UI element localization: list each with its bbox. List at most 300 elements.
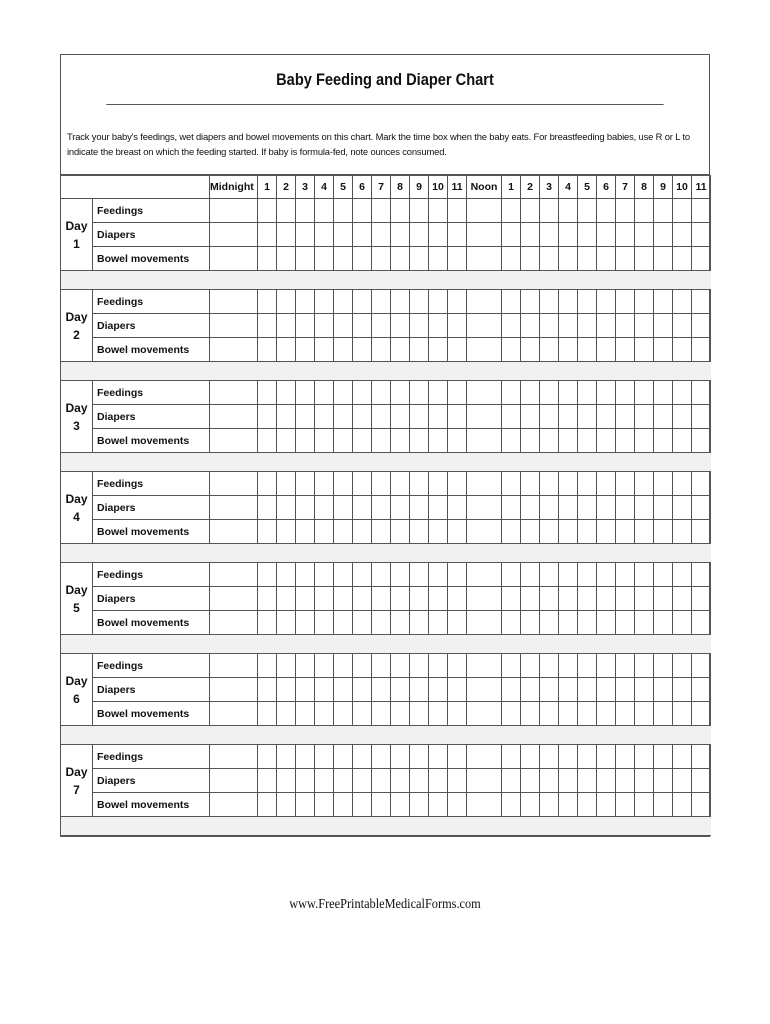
time-box[interactable] <box>448 314 467 338</box>
time-box[interactable] <box>391 314 410 338</box>
time-box[interactable] <box>467 338 502 362</box>
time-box[interactable] <box>210 496 258 520</box>
time-box[interactable] <box>334 199 353 223</box>
time-box[interactable] <box>692 429 711 453</box>
time-box[interactable] <box>410 520 429 544</box>
time-box[interactable] <box>540 520 559 544</box>
time-box[interactable] <box>540 381 559 405</box>
time-box[interactable] <box>315 769 334 793</box>
time-box[interactable] <box>277 381 296 405</box>
time-box[interactable] <box>315 429 334 453</box>
time-box[interactable] <box>372 290 391 314</box>
time-box[interactable] <box>210 611 258 635</box>
time-box[interactable] <box>210 314 258 338</box>
time-box[interactable] <box>334 429 353 453</box>
time-box[interactable] <box>372 405 391 429</box>
time-box[interactable] <box>521 338 540 362</box>
time-box[interactable] <box>372 429 391 453</box>
time-box[interactable] <box>277 563 296 587</box>
time-box[interactable] <box>296 314 315 338</box>
time-box[interactable] <box>559 429 578 453</box>
time-box[interactable] <box>540 405 559 429</box>
time-box[interactable] <box>654 678 673 702</box>
time-box[interactable] <box>334 678 353 702</box>
time-box[interactable] <box>258 223 277 247</box>
time-box[interactable] <box>467 520 502 544</box>
time-box[interactable] <box>258 199 277 223</box>
time-box[interactable] <box>559 678 578 702</box>
time-box[interactable] <box>616 199 635 223</box>
time-box[interactable] <box>616 472 635 496</box>
time-box[interactable] <box>578 769 597 793</box>
time-box[interactable] <box>334 290 353 314</box>
time-box[interactable] <box>410 745 429 769</box>
time-box[interactable] <box>559 199 578 223</box>
time-box[interactable] <box>258 745 277 769</box>
time-box[interactable] <box>258 563 277 587</box>
time-box[interactable] <box>502 702 521 726</box>
time-box[interactable] <box>429 611 448 635</box>
time-box[interactable] <box>410 223 429 247</box>
time-box[interactable] <box>296 338 315 362</box>
time-box[interactable] <box>353 793 372 817</box>
time-box[interactable] <box>616 678 635 702</box>
time-box[interactable] <box>448 611 467 635</box>
time-box[interactable] <box>692 405 711 429</box>
time-box[interactable] <box>654 563 673 587</box>
time-box[interactable] <box>429 654 448 678</box>
time-box[interactable] <box>372 520 391 544</box>
time-box[interactable] <box>578 199 597 223</box>
time-box[interactable] <box>635 472 654 496</box>
time-box[interactable] <box>540 314 559 338</box>
time-box[interactable] <box>391 429 410 453</box>
time-box[interactable] <box>296 611 315 635</box>
time-box[interactable] <box>315 678 334 702</box>
time-box[interactable] <box>692 702 711 726</box>
time-box[interactable] <box>296 472 315 496</box>
time-box[interactable] <box>692 338 711 362</box>
time-box[interactable] <box>654 745 673 769</box>
time-box[interactable] <box>372 654 391 678</box>
time-box[interactable] <box>410 793 429 817</box>
time-box[interactable] <box>502 429 521 453</box>
time-box[interactable] <box>467 405 502 429</box>
time-box[interactable] <box>540 654 559 678</box>
time-box[interactable] <box>296 769 315 793</box>
time-box[interactable] <box>296 290 315 314</box>
time-box[interactable] <box>315 381 334 405</box>
time-box[interactable] <box>692 247 711 271</box>
time-box[interactable] <box>315 472 334 496</box>
time-box[interactable] <box>467 654 502 678</box>
time-box[interactable] <box>391 745 410 769</box>
time-box[interactable] <box>296 654 315 678</box>
time-box[interactable] <box>353 587 372 611</box>
time-box[interactable] <box>334 520 353 544</box>
time-box[interactable] <box>429 405 448 429</box>
time-box[interactable] <box>559 793 578 817</box>
time-box[interactable] <box>578 496 597 520</box>
time-box[interactable] <box>635 793 654 817</box>
time-box[interactable] <box>353 290 372 314</box>
time-box[interactable] <box>635 199 654 223</box>
time-box[interactable] <box>353 563 372 587</box>
time-box[interactable] <box>635 314 654 338</box>
time-box[interactable] <box>559 472 578 496</box>
time-box[interactable] <box>410 769 429 793</box>
time-box[interactable] <box>673 290 692 314</box>
time-box[interactable] <box>540 745 559 769</box>
time-box[interactable] <box>448 290 467 314</box>
time-box[interactable] <box>540 611 559 635</box>
time-box[interactable] <box>448 199 467 223</box>
time-box[interactable] <box>578 611 597 635</box>
time-box[interactable] <box>467 563 502 587</box>
time-box[interactable] <box>410 314 429 338</box>
time-box[interactable] <box>521 496 540 520</box>
time-box[interactable] <box>597 223 616 247</box>
time-box[interactable] <box>429 793 448 817</box>
time-box[interactable] <box>502 611 521 635</box>
time-box[interactable] <box>692 793 711 817</box>
time-box[interactable] <box>353 520 372 544</box>
time-box[interactable] <box>540 429 559 453</box>
time-box[interactable] <box>654 314 673 338</box>
time-box[interactable] <box>673 247 692 271</box>
time-box[interactable] <box>210 587 258 611</box>
time-box[interactable] <box>429 496 448 520</box>
time-box[interactable] <box>467 429 502 453</box>
time-box[interactable] <box>597 472 616 496</box>
time-box[interactable] <box>597 793 616 817</box>
time-box[interactable] <box>429 520 448 544</box>
time-box[interactable] <box>334 745 353 769</box>
time-box[interactable] <box>597 654 616 678</box>
time-box[interactable] <box>467 793 502 817</box>
time-box[interactable] <box>448 563 467 587</box>
time-box[interactable] <box>334 472 353 496</box>
time-box[interactable] <box>635 290 654 314</box>
time-box[interactable] <box>654 199 673 223</box>
time-box[interactable] <box>391 290 410 314</box>
time-box[interactable] <box>210 702 258 726</box>
time-box[interactable] <box>540 769 559 793</box>
time-box[interactable] <box>353 611 372 635</box>
time-box[interactable] <box>635 247 654 271</box>
time-box[interactable] <box>635 745 654 769</box>
time-box[interactable] <box>692 199 711 223</box>
time-box[interactable] <box>353 654 372 678</box>
time-box[interactable] <box>391 381 410 405</box>
time-box[interactable] <box>258 338 277 362</box>
time-box[interactable] <box>258 520 277 544</box>
time-box[interactable] <box>654 496 673 520</box>
time-box[interactable] <box>559 587 578 611</box>
time-box[interactable] <box>578 429 597 453</box>
time-box[interactable] <box>467 472 502 496</box>
time-box[interactable] <box>334 702 353 726</box>
time-box[interactable] <box>597 520 616 544</box>
time-box[interactable] <box>334 247 353 271</box>
time-box[interactable] <box>296 563 315 587</box>
time-box[interactable] <box>521 472 540 496</box>
time-box[interactable] <box>448 745 467 769</box>
time-box[interactable] <box>372 611 391 635</box>
time-box[interactable] <box>521 381 540 405</box>
time-box[interactable] <box>315 496 334 520</box>
time-box[interactable] <box>372 199 391 223</box>
time-box[interactable] <box>692 314 711 338</box>
time-box[interactable] <box>467 496 502 520</box>
time-box[interactable] <box>353 745 372 769</box>
time-box[interactable] <box>616 496 635 520</box>
time-box[interactable] <box>353 338 372 362</box>
time-box[interactable] <box>258 381 277 405</box>
time-box[interactable] <box>502 520 521 544</box>
time-box[interactable] <box>315 199 334 223</box>
time-box[interactable] <box>429 338 448 362</box>
time-box[interactable] <box>673 563 692 587</box>
time-box[interactable] <box>315 338 334 362</box>
time-box[interactable] <box>673 793 692 817</box>
time-box[interactable] <box>391 472 410 496</box>
time-box[interactable] <box>692 496 711 520</box>
time-box[interactable] <box>559 611 578 635</box>
time-box[interactable] <box>616 702 635 726</box>
time-box[interactable] <box>334 223 353 247</box>
time-box[interactable] <box>448 769 467 793</box>
time-box[interactable] <box>429 745 448 769</box>
time-box[interactable] <box>410 472 429 496</box>
time-box[interactable] <box>210 678 258 702</box>
time-box[interactable] <box>673 223 692 247</box>
time-box[interactable] <box>258 611 277 635</box>
time-box[interactable] <box>502 223 521 247</box>
time-box[interactable] <box>258 472 277 496</box>
time-box[interactable] <box>391 611 410 635</box>
time-box[interactable] <box>597 338 616 362</box>
time-box[interactable] <box>429 472 448 496</box>
time-box[interactable] <box>521 702 540 726</box>
time-box[interactable] <box>502 405 521 429</box>
time-box[interactable] <box>597 702 616 726</box>
time-box[interactable] <box>654 223 673 247</box>
time-box[interactable] <box>654 654 673 678</box>
time-box[interactable] <box>559 405 578 429</box>
time-box[interactable] <box>410 496 429 520</box>
time-box[interactable] <box>654 611 673 635</box>
time-box[interactable] <box>559 314 578 338</box>
time-box[interactable] <box>616 769 635 793</box>
time-box[interactable] <box>277 247 296 271</box>
time-box[interactable] <box>521 199 540 223</box>
time-box[interactable] <box>315 745 334 769</box>
time-box[interactable] <box>616 745 635 769</box>
time-box[interactable] <box>429 702 448 726</box>
time-box[interactable] <box>372 338 391 362</box>
time-box[interactable] <box>334 563 353 587</box>
time-box[interactable] <box>448 702 467 726</box>
time-box[interactable] <box>521 563 540 587</box>
time-box[interactable] <box>353 769 372 793</box>
time-box[interactable] <box>654 405 673 429</box>
time-box[interactable] <box>410 247 429 271</box>
time-box[interactable] <box>429 314 448 338</box>
time-box[interactable] <box>578 678 597 702</box>
time-box[interactable] <box>334 611 353 635</box>
time-box[interactable] <box>673 314 692 338</box>
time-box[interactable] <box>277 472 296 496</box>
time-box[interactable] <box>448 793 467 817</box>
time-box[interactable] <box>429 247 448 271</box>
time-box[interactable] <box>559 496 578 520</box>
time-box[interactable] <box>334 793 353 817</box>
time-box[interactable] <box>578 654 597 678</box>
time-box[interactable] <box>635 405 654 429</box>
time-box[interactable] <box>654 769 673 793</box>
time-box[interactable] <box>559 702 578 726</box>
time-box[interactable] <box>296 223 315 247</box>
time-box[interactable] <box>635 654 654 678</box>
time-box[interactable] <box>635 496 654 520</box>
time-box[interactable] <box>258 405 277 429</box>
time-box[interactable] <box>277 520 296 544</box>
time-box[interactable] <box>616 405 635 429</box>
time-box[interactable] <box>277 290 296 314</box>
time-box[interactable] <box>502 290 521 314</box>
time-box[interactable] <box>597 611 616 635</box>
time-box[interactable] <box>616 338 635 362</box>
time-box[interactable] <box>597 405 616 429</box>
time-box[interactable] <box>258 678 277 702</box>
time-box[interactable] <box>334 381 353 405</box>
time-box[interactable] <box>429 223 448 247</box>
time-box[interactable] <box>673 429 692 453</box>
time-box[interactable] <box>616 563 635 587</box>
time-box[interactable] <box>391 678 410 702</box>
time-box[interactable] <box>467 702 502 726</box>
time-box[interactable] <box>210 405 258 429</box>
time-box[interactable] <box>315 520 334 544</box>
time-box[interactable] <box>210 429 258 453</box>
time-box[interactable] <box>210 247 258 271</box>
time-box[interactable] <box>334 654 353 678</box>
time-box[interactable] <box>210 290 258 314</box>
time-box[interactable] <box>502 563 521 587</box>
time-box[interactable] <box>578 405 597 429</box>
time-box[interactable] <box>277 611 296 635</box>
time-box[interactable] <box>429 199 448 223</box>
time-box[interactable] <box>258 247 277 271</box>
time-box[interactable] <box>315 223 334 247</box>
time-box[interactable] <box>502 472 521 496</box>
time-box[interactable] <box>673 745 692 769</box>
time-box[interactable] <box>210 745 258 769</box>
time-box[interactable] <box>616 381 635 405</box>
time-box[interactable] <box>692 472 711 496</box>
time-box[interactable] <box>315 611 334 635</box>
time-box[interactable] <box>521 520 540 544</box>
time-box[interactable] <box>521 611 540 635</box>
time-box[interactable] <box>540 496 559 520</box>
time-box[interactable] <box>353 314 372 338</box>
time-box[interactable] <box>391 587 410 611</box>
time-box[interactable] <box>502 496 521 520</box>
time-box[interactable] <box>578 563 597 587</box>
time-box[interactable] <box>559 381 578 405</box>
time-box[interactable] <box>315 290 334 314</box>
time-box[interactable] <box>372 247 391 271</box>
time-box[interactable] <box>210 223 258 247</box>
time-box[interactable] <box>429 769 448 793</box>
time-box[interactable] <box>502 247 521 271</box>
time-box[interactable] <box>654 793 673 817</box>
time-box[interactable] <box>635 338 654 362</box>
time-box[interactable] <box>521 429 540 453</box>
time-box[interactable] <box>673 611 692 635</box>
time-box[interactable] <box>467 587 502 611</box>
time-box[interactable] <box>258 496 277 520</box>
time-box[interactable] <box>277 314 296 338</box>
time-box[interactable] <box>540 223 559 247</box>
time-box[interactable] <box>578 247 597 271</box>
time-box[interactable] <box>334 338 353 362</box>
time-box[interactable] <box>692 745 711 769</box>
time-box[interactable] <box>635 429 654 453</box>
time-box[interactable] <box>353 702 372 726</box>
time-box[interactable] <box>372 563 391 587</box>
time-box[interactable] <box>540 678 559 702</box>
time-box[interactable] <box>467 314 502 338</box>
time-box[interactable] <box>654 587 673 611</box>
time-box[interactable] <box>277 223 296 247</box>
time-box[interactable] <box>372 587 391 611</box>
time-box[interactable] <box>578 702 597 726</box>
time-box[interactable] <box>635 678 654 702</box>
time-box[interactable] <box>210 654 258 678</box>
time-box[interactable] <box>448 223 467 247</box>
time-box[interactable] <box>315 247 334 271</box>
time-box[interactable] <box>372 678 391 702</box>
time-box[interactable] <box>448 520 467 544</box>
time-box[interactable] <box>315 793 334 817</box>
time-box[interactable] <box>635 702 654 726</box>
time-box[interactable] <box>258 290 277 314</box>
time-box[interactable] <box>692 654 711 678</box>
time-box[interactable] <box>448 654 467 678</box>
time-box[interactable] <box>315 702 334 726</box>
time-box[interactable] <box>692 587 711 611</box>
time-box[interactable] <box>635 223 654 247</box>
time-box[interactable] <box>429 429 448 453</box>
time-box[interactable] <box>429 290 448 314</box>
time-box[interactable] <box>258 793 277 817</box>
time-box[interactable] <box>410 678 429 702</box>
time-box[interactable] <box>210 381 258 405</box>
time-box[interactable] <box>296 702 315 726</box>
time-box[interactable] <box>559 338 578 362</box>
time-box[interactable] <box>597 381 616 405</box>
time-box[interactable] <box>210 563 258 587</box>
time-box[interactable] <box>258 314 277 338</box>
time-box[interactable] <box>296 405 315 429</box>
time-box[interactable] <box>540 199 559 223</box>
time-box[interactable] <box>559 654 578 678</box>
time-box[interactable] <box>467 199 502 223</box>
time-box[interactable] <box>410 290 429 314</box>
time-box[interactable] <box>410 702 429 726</box>
